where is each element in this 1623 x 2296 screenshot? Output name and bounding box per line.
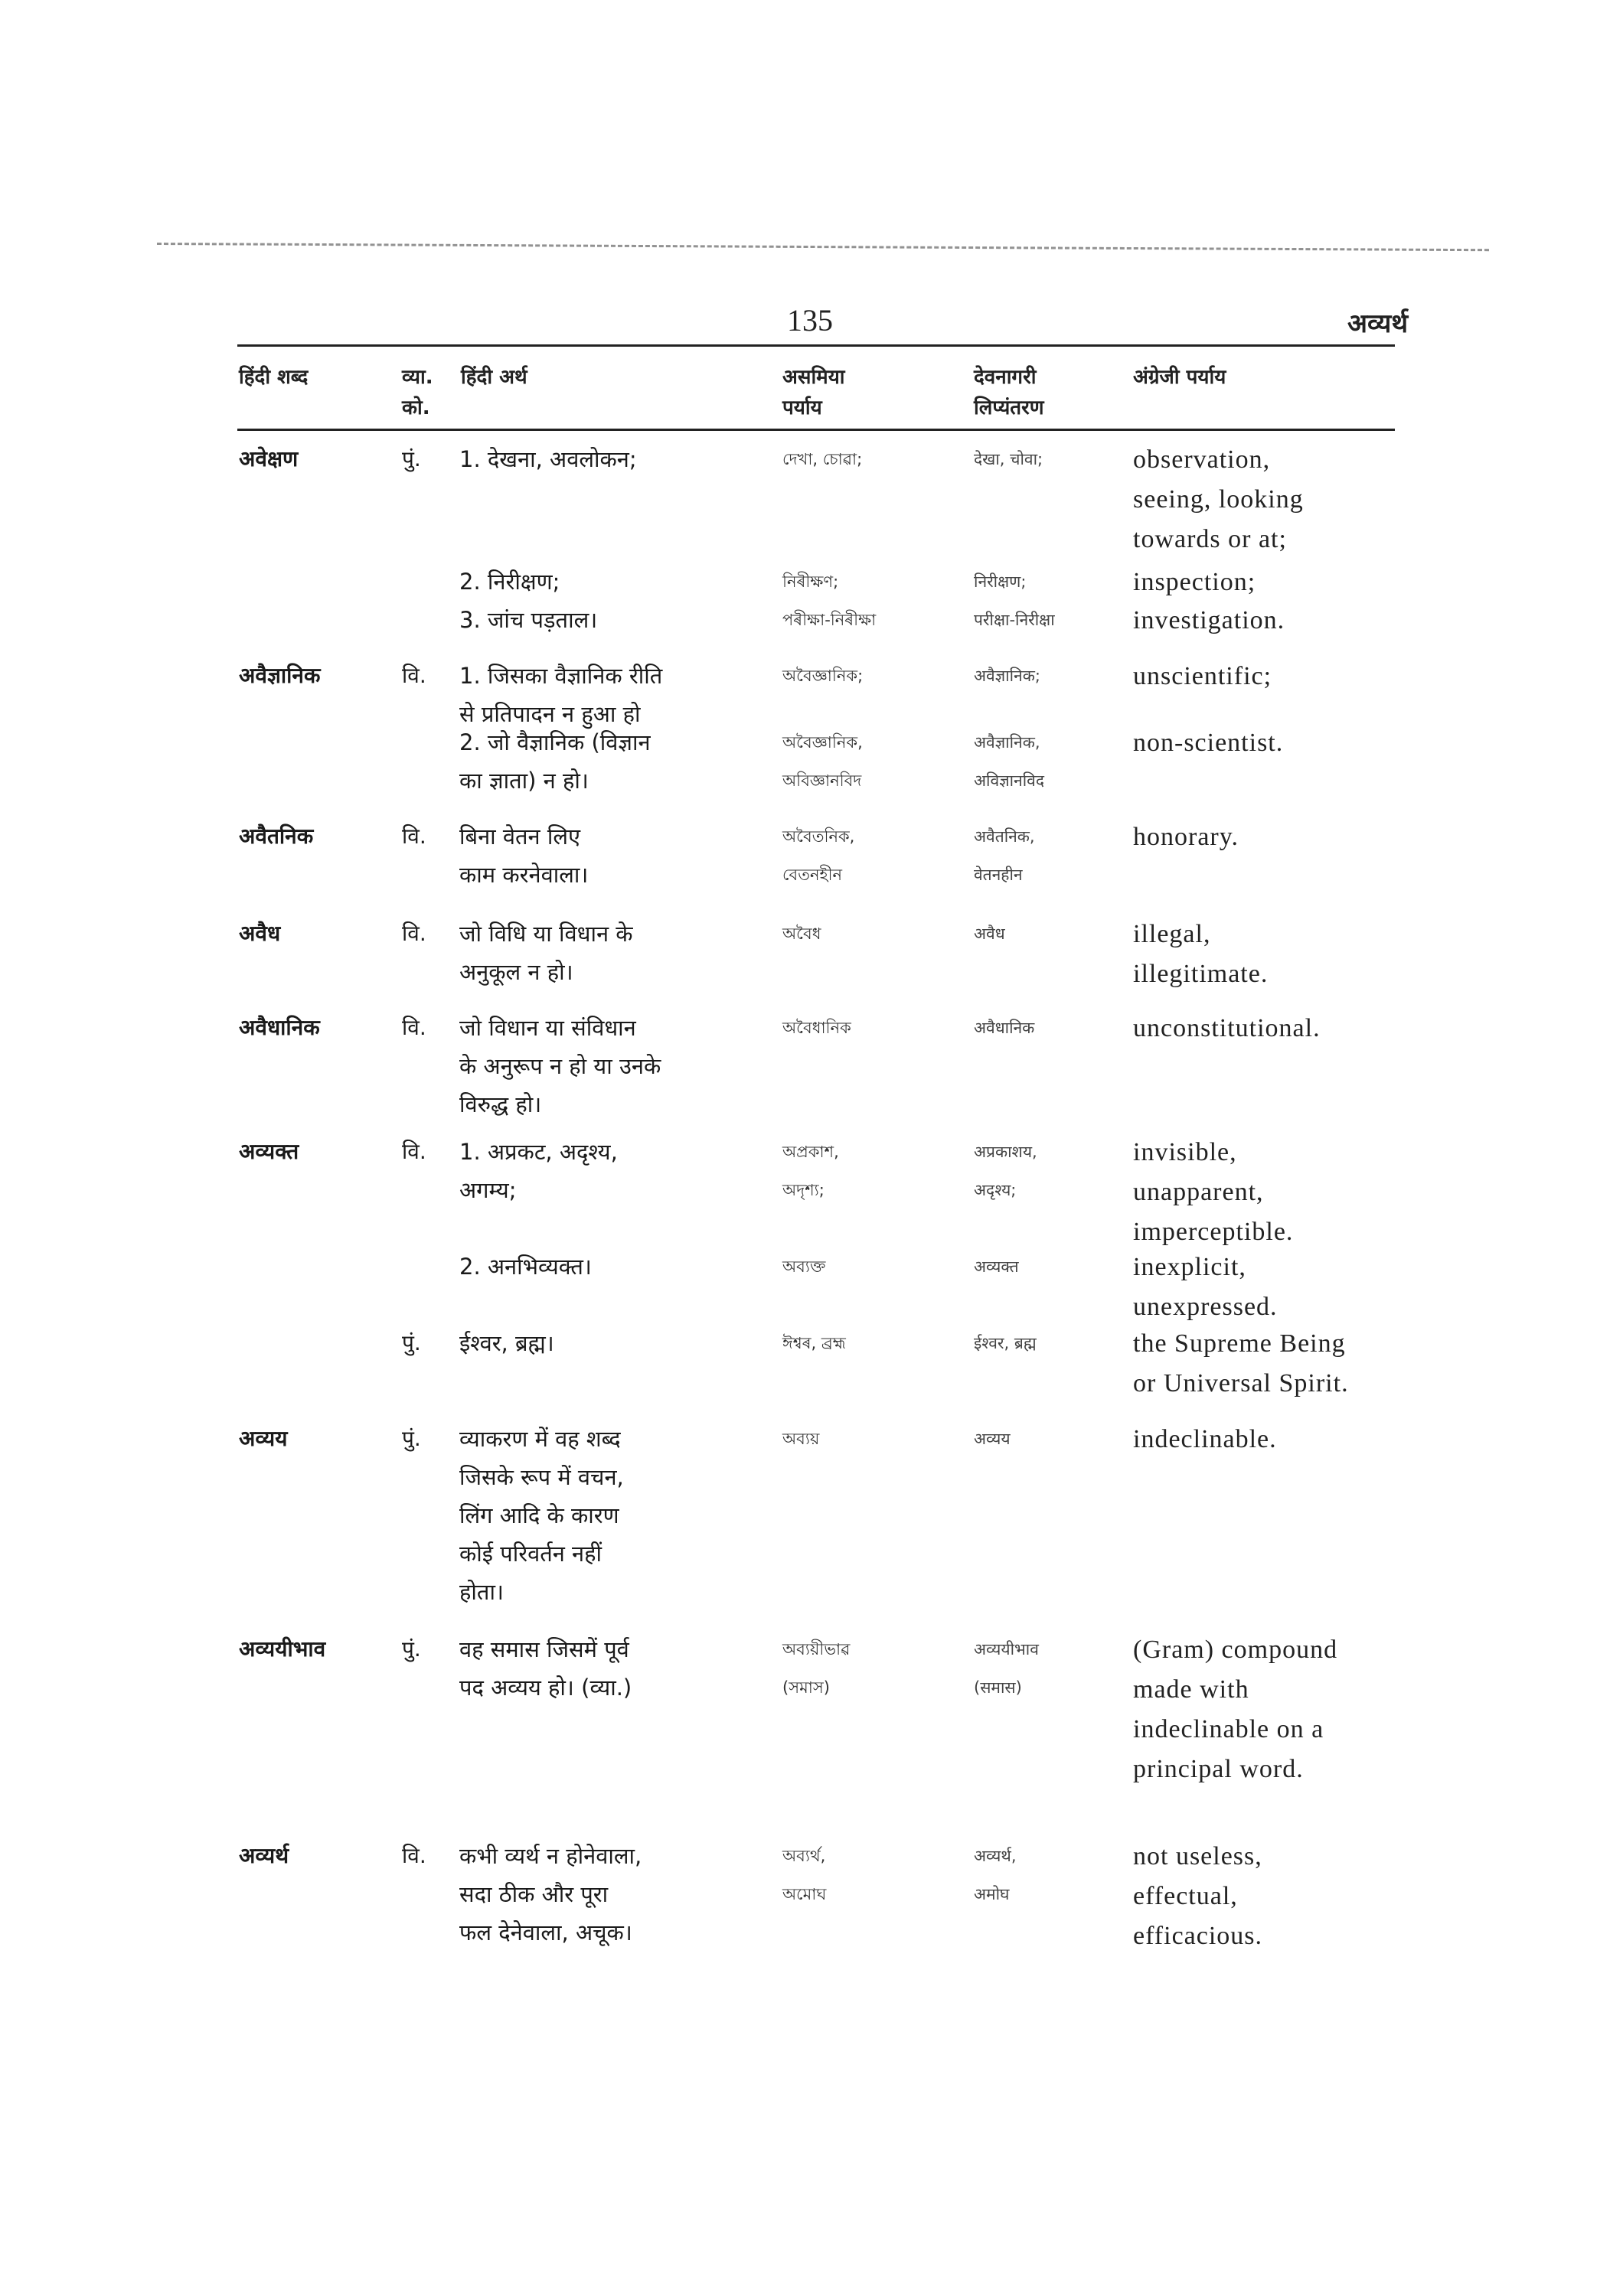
english-equivalent bbox=[1133, 657, 1272, 696]
assamese-equivalent-line: অব্যয় bbox=[782, 1430, 820, 1448]
devanagari-transliteration bbox=[974, 723, 1044, 800]
page-number: 135 bbox=[787, 303, 833, 338]
grammar-category: वि. bbox=[402, 663, 426, 688]
english-equivalent-line: illegal, bbox=[1133, 920, 1211, 948]
english-equivalent-line: towards or at; bbox=[1133, 525, 1287, 553]
entry-headword: अव्ययीभाव bbox=[239, 1636, 326, 1662]
english-equivalent-line: effectual, bbox=[1133, 1882, 1238, 1910]
entry-headword: अव्यर्थ bbox=[239, 1843, 289, 1868]
devanagari-transliteration-line: ईश्वर, ब्रह्म bbox=[974, 1334, 1037, 1352]
grammar-category: पुं. bbox=[402, 1426, 421, 1451]
devanagari-transliteration-line: अव्ययीभाव bbox=[974, 1640, 1039, 1658]
assamese-equivalent bbox=[782, 440, 862, 478]
english-equivalent-line: principal word. bbox=[1133, 1755, 1304, 1783]
devanagari-transliteration bbox=[974, 601, 1055, 639]
english-equivalent-line: inspection; bbox=[1133, 568, 1256, 596]
devanagari-transliteration-line: अवैज्ञानिक, bbox=[974, 733, 1040, 752]
hindi-meaning-line: 1. जिसका वैज्ञानिक रीति bbox=[459, 663, 663, 689]
grammar-category: वि. bbox=[402, 1015, 426, 1040]
assamese-equivalent-line: (সমাস) bbox=[782, 1678, 830, 1697]
assamese-equivalent bbox=[782, 1009, 851, 1047]
english-equivalent bbox=[1133, 440, 1304, 559]
entry-headword: अवैतनिक bbox=[239, 823, 314, 849]
assamese-equivalent-line: অপ্ৰকাশ, bbox=[782, 1143, 839, 1161]
header-devanagari-1: देवनागरी bbox=[974, 366, 1037, 389]
devanagari-transliteration-line: निरीक्षण; bbox=[974, 572, 1027, 591]
hindi-meaning-line: होता। bbox=[459, 1579, 504, 1605]
assamese-equivalent-line: অবৈধ bbox=[782, 925, 821, 943]
hindi-meaning-line: वह समास जिसमें पूर्व bbox=[459, 1636, 629, 1662]
devanagari-transliteration-line: अमोघ bbox=[974, 1885, 1010, 1903]
assamese-equivalent-line: অবৈজ্ঞানিক, bbox=[782, 733, 863, 752]
hindi-meaning bbox=[459, 601, 597, 639]
assamese-equivalent bbox=[782, 601, 876, 639]
devanagari-transliteration-line: (समास) bbox=[974, 1678, 1022, 1697]
hindi-meaning-line: 2. जो वैज्ञानिक (विज्ञान bbox=[459, 729, 651, 755]
assamese-equivalent-line: অবৈতনিক, bbox=[782, 827, 855, 846]
english-equivalent-line: unconstitutional. bbox=[1133, 1014, 1321, 1042]
english-equivalent-line: made with bbox=[1133, 1675, 1249, 1704]
assamese-equivalent bbox=[782, 915, 821, 953]
hindi-meaning-line: का ज्ञाता) न हो। bbox=[459, 768, 589, 794]
english-equivalent bbox=[1133, 1630, 1337, 1789]
devanagari-transliteration-line: वेतनहीन bbox=[974, 866, 1023, 884]
english-equivalent-line: indeclinable. bbox=[1133, 1425, 1277, 1453]
hindi-meaning bbox=[459, 723, 651, 800]
hindi-meaning bbox=[459, 1009, 661, 1124]
header-assamese-1: असमिया bbox=[782, 366, 845, 389]
assamese-equivalent-line: অব্যয়ীভাৱ bbox=[782, 1640, 851, 1658]
entry-headword: अव्यक्त bbox=[239, 1139, 299, 1164]
assamese-equivalent bbox=[782, 1837, 826, 1913]
grammar-category: पुं. bbox=[402, 446, 421, 471]
grammar-category: पुं. bbox=[402, 1330, 421, 1355]
devanagari-transliteration-line: अवैध bbox=[974, 925, 1005, 943]
devanagari-transliteration-line: देखा, चोवा; bbox=[974, 450, 1043, 468]
devanagari-transliteration bbox=[974, 915, 1005, 953]
devanagari-transliteration bbox=[974, 1247, 1019, 1286]
hindi-meaning bbox=[459, 1133, 618, 1209]
hindi-meaning bbox=[459, 563, 560, 601]
devanagari-transliteration bbox=[974, 657, 1040, 695]
devanagari-transliteration-line: परीक्षा-निरीक्षा bbox=[974, 611, 1055, 629]
english-equivalent-line: unapparent, bbox=[1133, 1178, 1264, 1206]
devanagari-transliteration-line: अवैज्ञानिक; bbox=[974, 667, 1040, 685]
english-equivalent-line: investigation. bbox=[1133, 606, 1285, 634]
assamese-equivalent-line: অব্যৰ্থ, bbox=[782, 1847, 826, 1865]
hindi-meaning-line: लिंग आदि के कारण bbox=[459, 1502, 619, 1528]
assamese-equivalent bbox=[782, 563, 838, 601]
grammar-category: वि. bbox=[402, 1139, 426, 1164]
hindi-meaning-line: फल देनेवाला, अचूक। bbox=[459, 1919, 632, 1945]
entry-headword: अवैधानिक bbox=[239, 1015, 320, 1040]
english-equivalent bbox=[1133, 1837, 1262, 1956]
entry-headword: अवेक्षण bbox=[239, 446, 299, 471]
assamese-equivalent bbox=[782, 1324, 846, 1362]
devanagari-transliteration-line: अप्रकाशय, bbox=[974, 1143, 1037, 1161]
hindi-meaning-line: 1. अप्रकट, अदृश्य, bbox=[459, 1139, 618, 1165]
grammar-category: वि. bbox=[402, 921, 426, 946]
english-equivalent-line: inexplicit, bbox=[1133, 1253, 1246, 1281]
english-equivalent bbox=[1133, 1324, 1349, 1404]
english-equivalent-line: indeclinable on a bbox=[1133, 1715, 1324, 1743]
english-equivalent-line: unexpressed. bbox=[1133, 1293, 1278, 1321]
devanagari-transliteration-line: अवैधानिक bbox=[974, 1019, 1035, 1037]
english-equivalent-line: imperceptible. bbox=[1133, 1218, 1294, 1246]
grammar-category: वि. bbox=[402, 823, 426, 849]
header-english: अंग्रेजी पर्याय bbox=[1133, 366, 1226, 389]
hindi-meaning bbox=[459, 657, 662, 733]
english-equivalent bbox=[1133, 915, 1268, 994]
grammar-category: पुं. bbox=[402, 1636, 421, 1662]
entry-headword: अव्यय bbox=[239, 1426, 288, 1451]
hindi-meaning-line: 3. जांच पड़ताल। bbox=[459, 607, 598, 633]
devanagari-transliteration bbox=[974, 817, 1035, 894]
hindi-meaning bbox=[459, 817, 588, 894]
english-equivalent bbox=[1133, 563, 1256, 602]
hindi-meaning bbox=[459, 1247, 592, 1286]
grammar-category: वि. bbox=[402, 1843, 426, 1868]
english-equivalent-line: observation, bbox=[1133, 445, 1271, 474]
assamese-equivalent bbox=[782, 1133, 839, 1209]
assamese-equivalent-line: দেখা, চোৱা; bbox=[782, 450, 863, 468]
assamese-equivalent-line: অবৈজ্ঞানিক; bbox=[782, 667, 864, 685]
hindi-meaning-line: काम करनेवाला। bbox=[459, 862, 589, 888]
english-equivalent-line: the Supreme Being bbox=[1133, 1329, 1346, 1358]
devanagari-transliteration-line: अवैतनिक, bbox=[974, 827, 1035, 846]
assamese-equivalent-line: অদৃশ্য; bbox=[782, 1181, 825, 1199]
devanagari-transliteration bbox=[974, 563, 1026, 601]
english-equivalent-line: or Universal Spirit. bbox=[1133, 1369, 1349, 1397]
assamese-equivalent-line: বেতনহীন bbox=[782, 866, 843, 884]
devanagari-transliteration-line: अदृश्य; bbox=[974, 1181, 1017, 1199]
assamese-equivalent-line: পৰীক্ষা-নিৰীক্ষা bbox=[782, 611, 877, 629]
devanagari-transliteration-line: अव्यय bbox=[974, 1430, 1011, 1448]
english-equivalent-line: illegitimate. bbox=[1133, 960, 1269, 988]
hindi-meaning bbox=[459, 1420, 624, 1611]
english-equivalent bbox=[1133, 1420, 1277, 1459]
devanagari-transliteration bbox=[974, 1630, 1039, 1707]
header-grammar-1: व्या. bbox=[402, 366, 433, 389]
english-equivalent-line: invisible, bbox=[1133, 1138, 1237, 1166]
assamese-equivalent bbox=[782, 723, 863, 800]
assamese-equivalent bbox=[782, 1420, 819, 1458]
english-equivalent bbox=[1133, 723, 1283, 763]
assamese-equivalent-line: অব্যক্ত bbox=[782, 1257, 826, 1276]
devanagari-transliteration-line: अव्यर्थ, bbox=[974, 1847, 1017, 1865]
hindi-meaning-line: 2. अनभिव्यक्त। bbox=[459, 1254, 592, 1280]
table-top-rule bbox=[237, 344, 1395, 347]
english-equivalent-line: unscientific; bbox=[1133, 662, 1272, 690]
english-equivalent-line: efficacious. bbox=[1133, 1922, 1263, 1950]
hindi-meaning-line: कोई परिवर्तन नहीं bbox=[459, 1541, 603, 1567]
assamese-equivalent bbox=[782, 1247, 825, 1286]
hindi-meaning-line: 2. निरीक्षण; bbox=[459, 569, 560, 595]
header-grammar-2: को. bbox=[402, 396, 430, 419]
hindi-meaning bbox=[459, 1837, 642, 1952]
english-equivalent bbox=[1133, 1009, 1321, 1049]
header-assamese-2: पर्याय bbox=[782, 396, 822, 419]
hindi-meaning-line: बिना वेतन लिए bbox=[459, 823, 581, 850]
devanagari-transliteration bbox=[974, 440, 1043, 478]
hindi-meaning-line: जो विधि या विधान के bbox=[459, 921, 633, 947]
hindi-meaning-line: जो विधान या संविधान bbox=[459, 1015, 636, 1041]
hindi-meaning-line: सदा ठीक और पूरा bbox=[459, 1881, 609, 1907]
english-equivalent-line: honorary. bbox=[1133, 823, 1239, 851]
hindi-meaning-line: के अनुरूप न हो या उनके bbox=[459, 1053, 661, 1079]
devanagari-transliteration bbox=[974, 1009, 1034, 1047]
assamese-equivalent bbox=[782, 657, 863, 695]
decorative-top-line bbox=[157, 243, 1489, 251]
running-head: अव्यर्थ bbox=[1347, 308, 1409, 339]
devanagari-transliteration bbox=[974, 1133, 1037, 1209]
table-header-rule bbox=[237, 429, 1395, 431]
hindi-meaning-line: ईश्वर, ब्रह्म। bbox=[459, 1330, 554, 1356]
hindi-meaning-line: कभी व्यर्थ न होनेवाला, bbox=[459, 1843, 642, 1869]
assamese-equivalent-line: নিৰীক্ষণ; bbox=[782, 572, 839, 591]
english-equivalent bbox=[1133, 1247, 1278, 1327]
assamese-equivalent-line: অমোঘ bbox=[782, 1885, 827, 1903]
header-hindi-meaning: हिंदी अर्थ bbox=[461, 366, 527, 389]
hindi-meaning-line: व्याकरण में वह शब्द bbox=[459, 1426, 621, 1452]
english-equivalent bbox=[1133, 1133, 1293, 1252]
devanagari-transliteration-line: अव्यक्त bbox=[974, 1257, 1019, 1276]
hindi-meaning-line: अनुकूल न हो। bbox=[459, 959, 573, 985]
hindi-meaning bbox=[459, 915, 633, 991]
hindi-meaning-line: से प्रतिपादन न हुआ हो bbox=[459, 701, 641, 727]
entry-headword: अवैज्ञानिक bbox=[239, 663, 321, 688]
devanagari-transliteration-line: अविज्ञानविद bbox=[974, 771, 1044, 790]
header-hindi-word: हिंदी शब्द bbox=[239, 366, 309, 389]
header-devanagari-2: लिप्यंतरण bbox=[974, 396, 1044, 419]
entry-headword: अवैध bbox=[239, 921, 281, 946]
english-equivalent-line: not useless, bbox=[1133, 1842, 1262, 1870]
assamese-equivalent-line: অবিজ্ঞানবিদ bbox=[782, 771, 862, 790]
hindi-meaning-line: जिसके रूप में वचन, bbox=[459, 1464, 624, 1490]
devanagari-transliteration bbox=[974, 1420, 1011, 1458]
hindi-meaning-line: विरुद्ध हो। bbox=[459, 1091, 542, 1117]
hindi-meaning bbox=[459, 1630, 632, 1707]
assamese-equivalent-line: ঈশ্বৰ, ব্ৰহ্ম bbox=[782, 1334, 846, 1352]
english-equivalent-line: (Gram) compound bbox=[1133, 1636, 1338, 1664]
hindi-meaning bbox=[459, 440, 637, 478]
english-equivalent bbox=[1133, 601, 1285, 641]
assamese-equivalent bbox=[782, 817, 854, 894]
hindi-meaning-line: 1. देखना, अवलोकन; bbox=[459, 446, 637, 472]
devanagari-transliteration bbox=[974, 1837, 1017, 1913]
english-equivalent-line: non-scientist. bbox=[1133, 729, 1284, 757]
devanagari-transliteration bbox=[974, 1324, 1037, 1362]
english-equivalent bbox=[1133, 817, 1239, 857]
hindi-meaning-line: अगम्य; bbox=[459, 1177, 517, 1203]
assamese-equivalent bbox=[782, 1630, 850, 1707]
hindi-meaning bbox=[459, 1324, 554, 1362]
hindi-meaning-line: पद अव्यय हो। (व्या.) bbox=[459, 1675, 632, 1701]
assamese-equivalent-line: অবৈধানিক bbox=[782, 1019, 851, 1037]
english-equivalent-line: seeing, looking bbox=[1133, 485, 1304, 514]
